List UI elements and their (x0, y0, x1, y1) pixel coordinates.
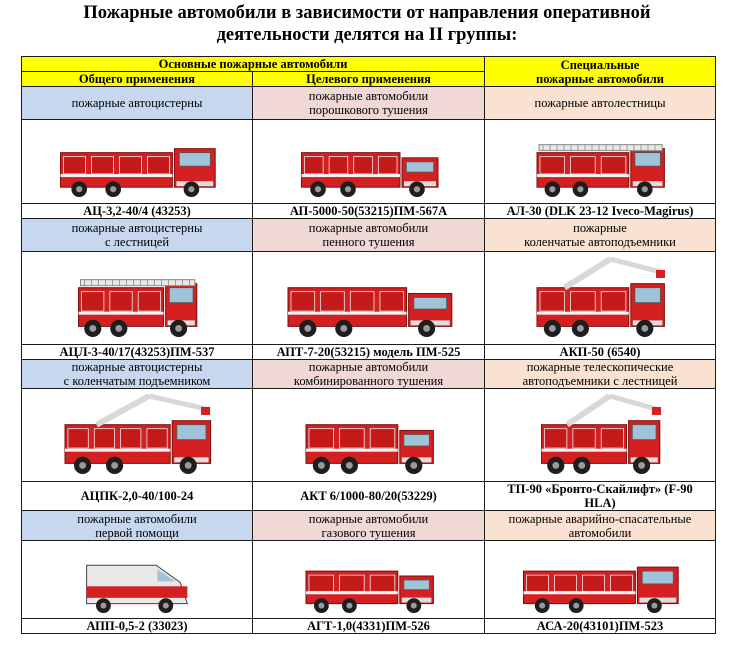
desc-cell: пожарные автомобили комбинированного тушения (253, 360, 485, 389)
desc-cell: пожарные коленчатые автоподъемники (485, 219, 716, 252)
image-cell (485, 389, 716, 482)
desc-cell: пожарные телескопические автоподъемники с лестницей (485, 360, 716, 389)
articulated-lift-truck-icon (530, 255, 670, 341)
header-general: Общего применения (22, 72, 253, 87)
desc-cell: пожарные автолестницы (485, 87, 716, 120)
desc-cell: пожарные аварийно-спасательные автомобили (485, 511, 716, 541)
vehicle-caption: ТП-90 «Бронто-Скайлифт» (F-90 HLA) (485, 482, 716, 511)
tanker-with-ladder-truck-icon (72, 255, 202, 341)
header-special: Специальные пожарные автомобили (485, 57, 716, 87)
powder-fire-truck-icon (294, 123, 444, 201)
vehicle-caption: АЦ-3,2-40/4 (43253) (22, 204, 253, 219)
image-cell (22, 389, 253, 482)
vehicle-caption: АПТ-7-20(53215) модель ПМ-525 (253, 345, 485, 360)
vehicle-caption: АЦПК-2,0-40/100-24 (22, 482, 253, 511)
aerial-ladder-truck-icon (530, 123, 670, 201)
vehicle-caption: АПП-0,5-2 (33023) (22, 619, 253, 634)
combined-fire-truck-icon (299, 392, 439, 478)
image-cell (485, 541, 716, 619)
image-cell (22, 252, 253, 345)
vehicle-caption: АСА-20(43101)ПМ-523 (485, 619, 716, 634)
tanker-with-lift-truck-icon (57, 392, 217, 478)
desc-cell: пожарные автомобили порошкового тушения (253, 87, 485, 120)
image-cell (22, 120, 253, 204)
image-cell (253, 120, 485, 204)
image-cell (22, 541, 253, 619)
image-cell (253, 389, 485, 482)
vehicle-caption: АКП-50 (6540) (485, 345, 716, 360)
desc-cell: пожарные автомобили пенного тушения (253, 219, 485, 252)
image-cell (253, 252, 485, 345)
desc-cell: пожарные автоцистерны (22, 87, 253, 120)
desc-cell: пожарные автоцистерны с лестницей (22, 219, 253, 252)
rescue-truck-icon (515, 543, 685, 617)
vehicle-caption: АКТ 6/1000-80/20(53229) (253, 482, 485, 511)
vehicle-caption: АГТ-1,0(4331)ПМ-526 (253, 619, 485, 634)
vehicle-caption: АЦЛ-3-40/17(43253)ПМ-537 (22, 345, 253, 360)
vehicle-caption: АП-5000-50(53215)ПМ-567А (253, 204, 485, 219)
image-cell (253, 541, 485, 619)
telescopic-lift-truck-icon (535, 392, 665, 478)
foam-fire-truck-icon (279, 255, 459, 341)
vehicle-caption: АЛ-30 (DLK 23-12 Iveco-Magirus) (485, 204, 716, 219)
first-aid-van-icon (77, 543, 197, 617)
gas-fire-truck-icon (299, 543, 439, 617)
desc-cell: пожарные автомобили газового тушения (253, 511, 485, 541)
fire-tanker-truck-icon (52, 123, 222, 201)
header-targeted: Целевого применения (253, 72, 485, 87)
header-main-group: Основные пожарные автомобили (22, 57, 485, 72)
page-title: Пожарные автомобили в зависимости от направления оперативной деятельности делятся на II группы: (83, 3, 651, 45)
fire-vehicle-classification-table (21, 56, 716, 634)
image-cell (485, 252, 716, 345)
image-cell (485, 120, 716, 204)
desc-cell: пожарные автоцистерны с коленчатым подъемником (22, 360, 253, 389)
desc-cell: пожарные автомобили первой помощи (22, 511, 253, 541)
